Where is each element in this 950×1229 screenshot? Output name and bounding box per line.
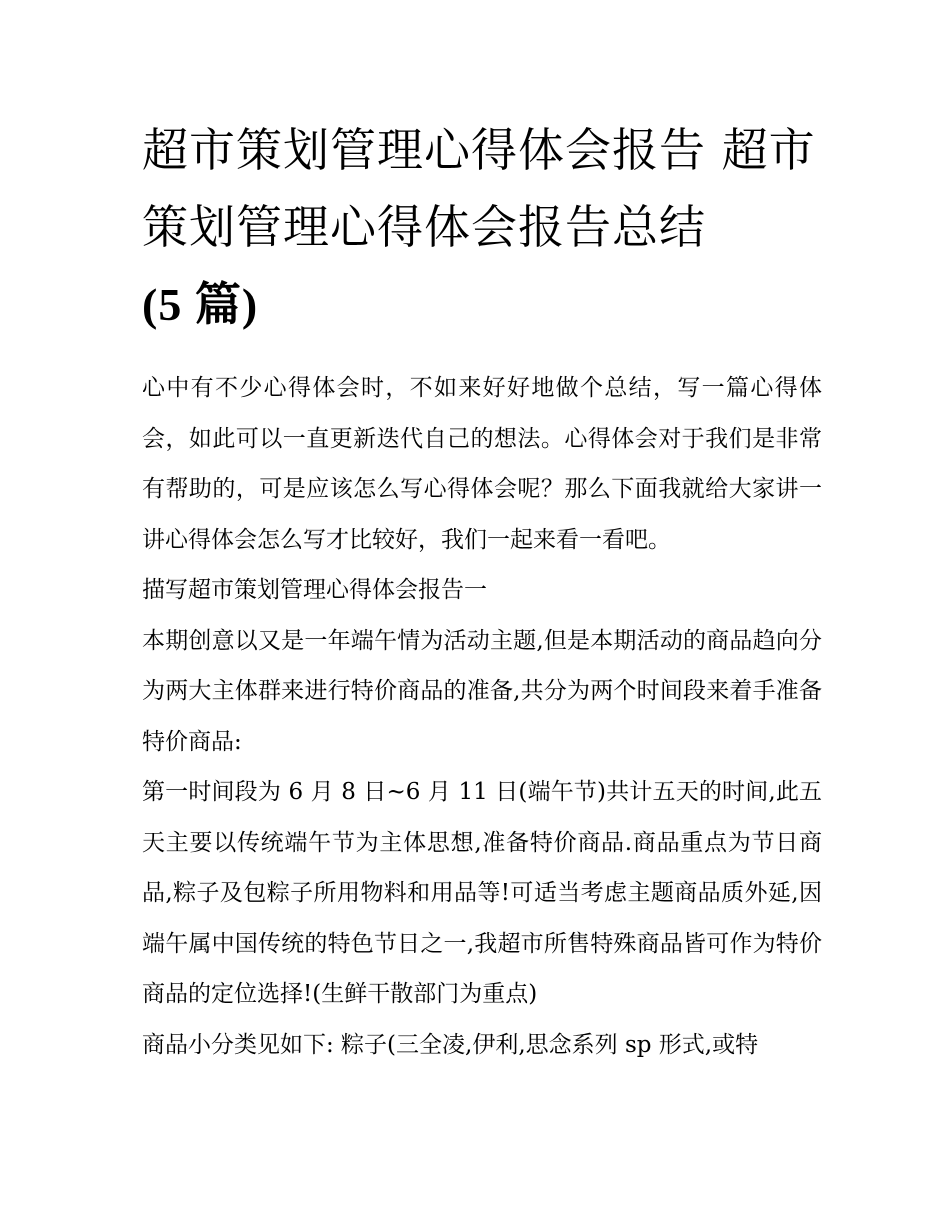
document-title-main: 超市策划管理心得体会报告 超市策划管理心得体会报告总结: [142, 123, 816, 254]
document-title-suffix: (5 篇): [142, 279, 259, 330]
intro-paragraph: 心中有不少心得体会时，不如来好好地做个总结，写一篇心得体会，如此可以一直更新迭代自己的想法。心得体会对于我们是非常有帮助的，可是应该怎么写心得体会呢？那么下面我就给大家讲一讲心得体会怎么写才比较好，我们一起来看一看吧。: [142, 375, 822, 553]
body-paragraph: 第一时间段为 6 月 8 日~6 月 11 日(端午节)共计五天的时间,此五天主要以传统端午节为主体思想,准备特价商品.商品重点为节日商品,粽子及包粽子所用物料和用品等!可适当考虑主题商品质外延,因端午属中国传统的特色节日之一,我超市所售特殊商品皆可作为特价商品的定位选择!(生鲜干散部门为重点): [142, 779, 822, 1007]
document-title: [142, 112, 822, 343]
body-paragraph: 本期创意以又是一年端午情为活动主题,但是本期活动的商品趋向分为两大主体群来进行特价商品的准备,共分为两个时间段来着手准备特价商品:: [142, 627, 822, 755]
section-heading: 描写超市策划管理心得体会报告一: [142, 577, 487, 603]
body-paragraph: 商品小分类见如下: 粽子(三全凌,伊利,思念系列 sp 形式,或特: [142, 1031, 759, 1058]
document-page: [142, 112, 822, 1070]
